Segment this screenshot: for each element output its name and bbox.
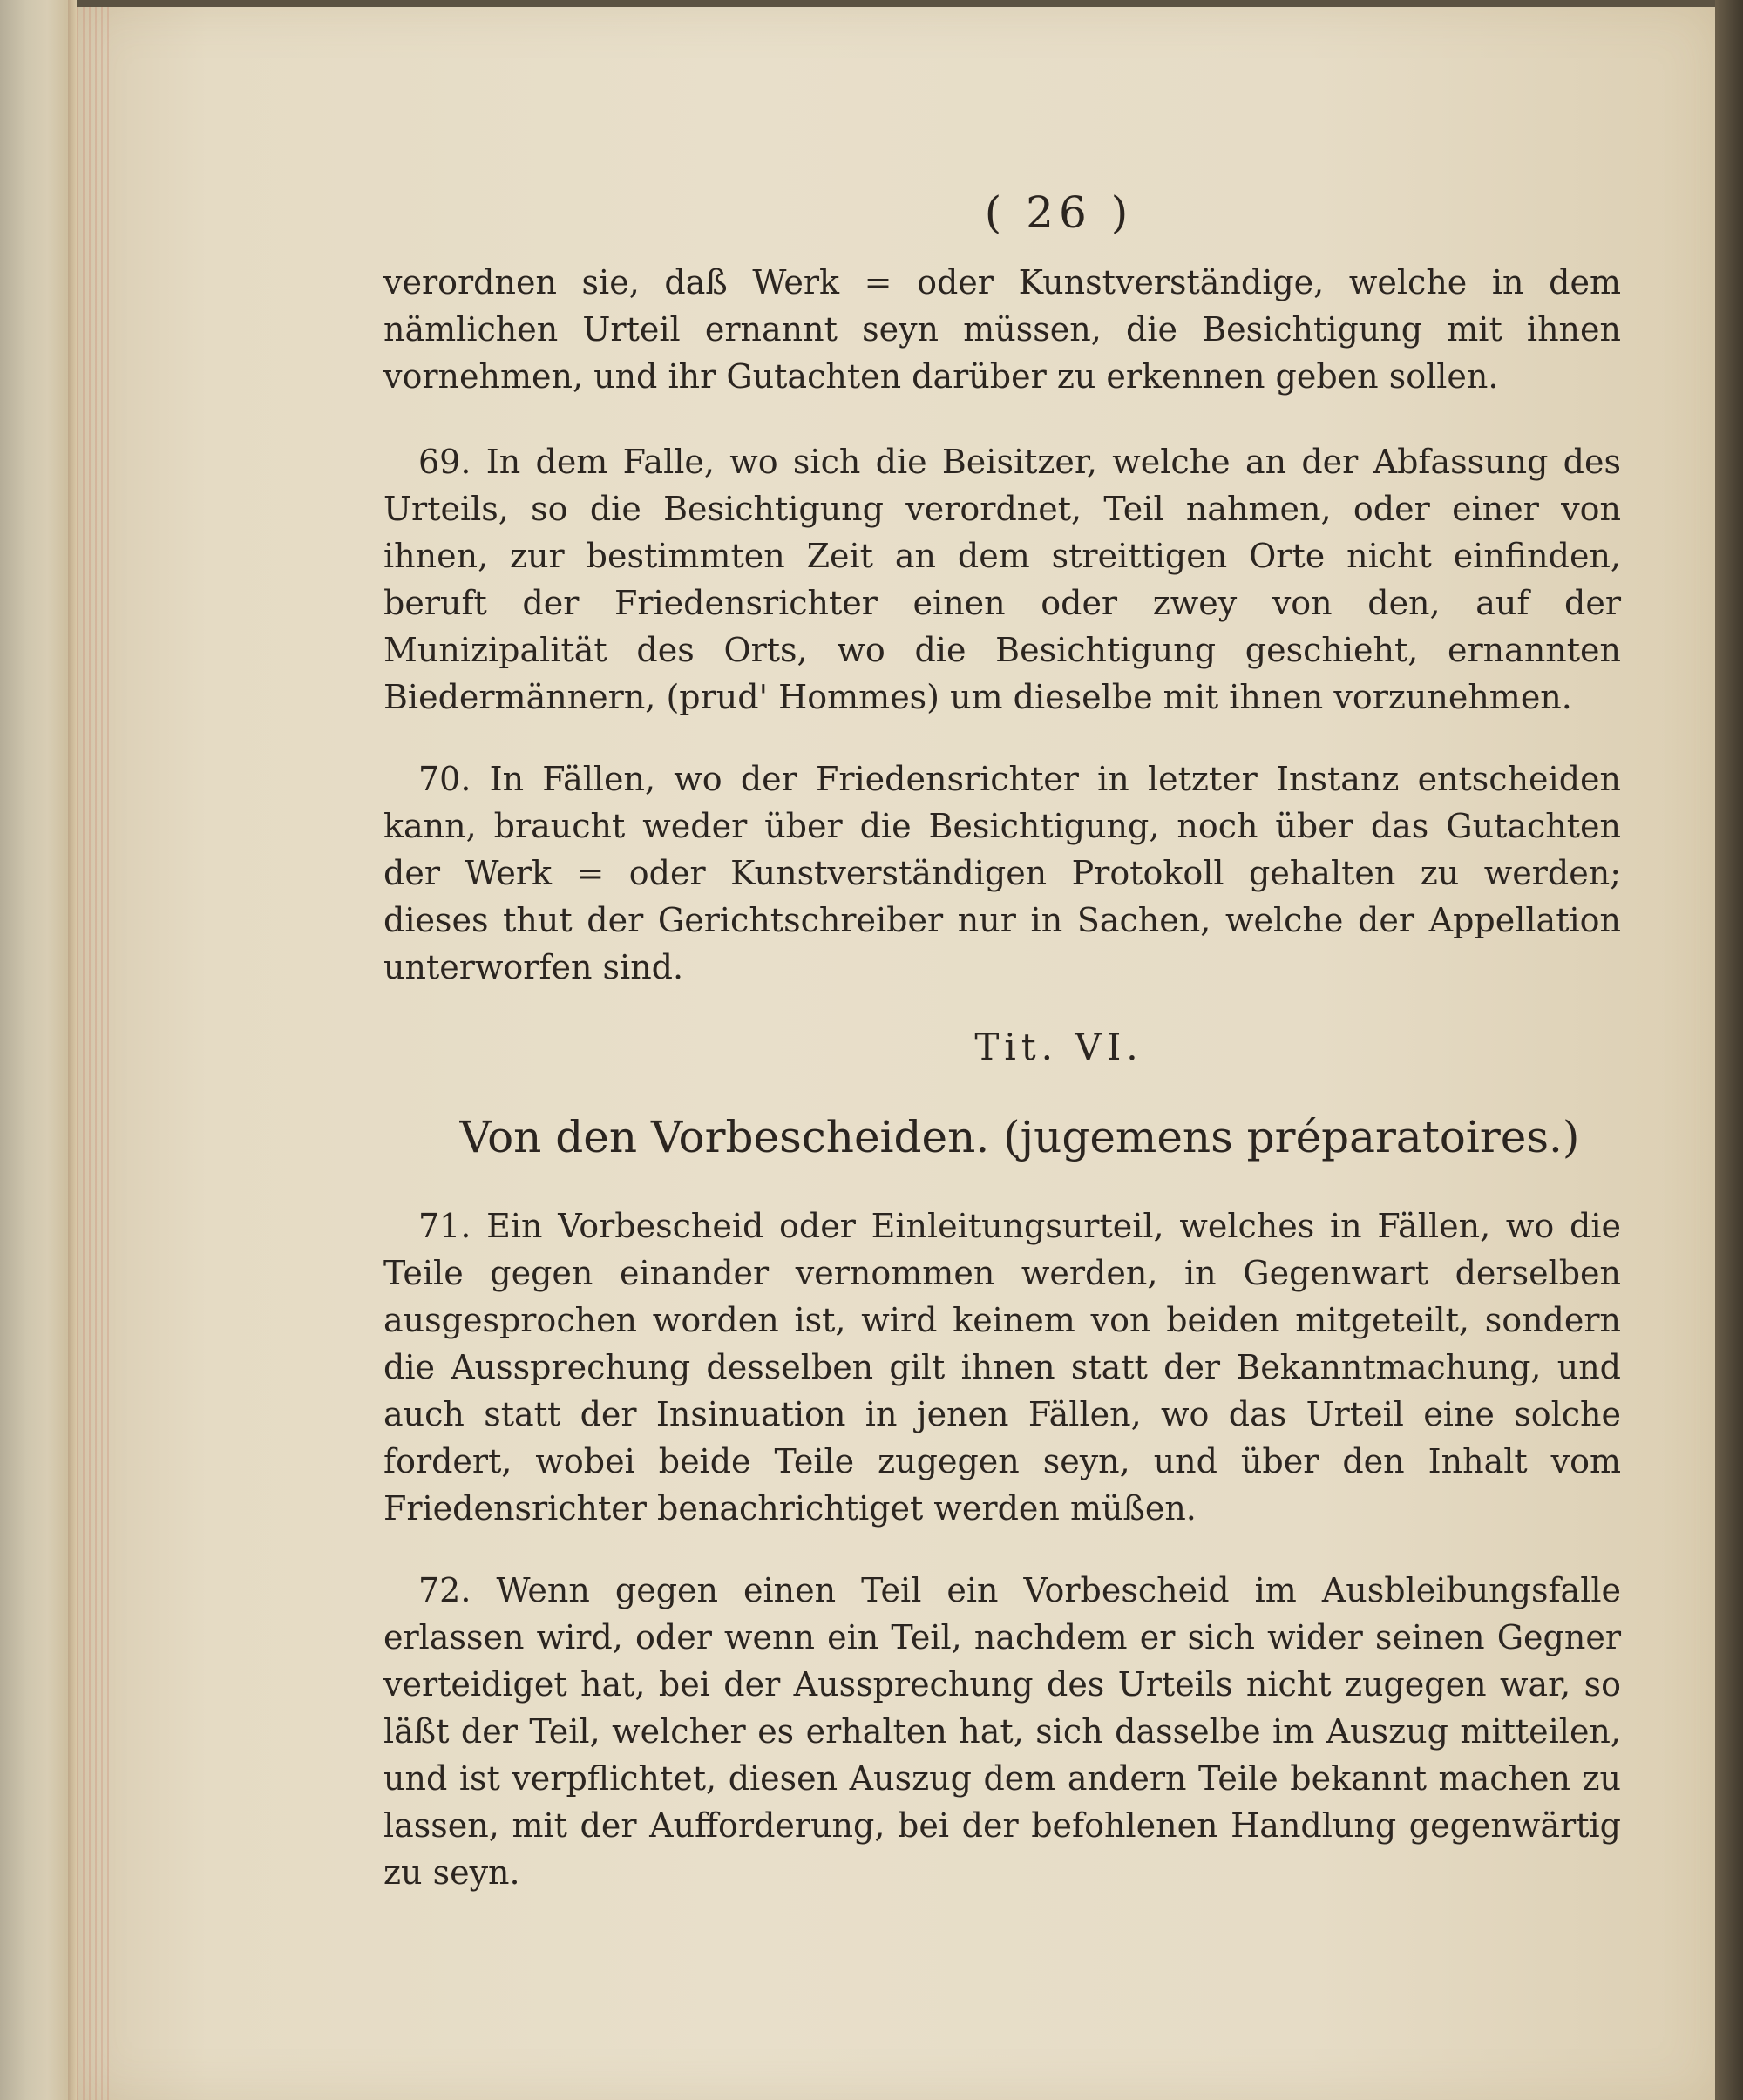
book-binding: [0, 0, 68, 2100]
top-shadow: [77, 0, 1715, 7]
paragraph-71: 71. Ein Vorbescheid oder Einleitungsurteil, welches in Fällen, wo die Teile gegen einander vernommen werden, in Gegenwart derselben ausgesprochen worden ist, wird keinem von beiden mitgeteilt, sondern die Aussprechung desselben gilt ihnen statt der Bekanntmachung, und auch statt der Insinuation in jenen Fällen, wo das Urteil eine solche fordert, wobei beide Teile zugegen seyn, und über den Inhalt vom Friedensrichter benachrichtiget werden müßen.: [383, 1207, 1621, 1528]
paragraph-continuation: verordnen sie, daß Werk = oder Kunstverständige, welche in dem nämlichen Urteil ernannt seyn müssen, die Besichtigung mit ihnen vornehmen, und ihr Gutachten darüber zu erkennen geben sollen.: [383, 263, 1621, 396]
page-stack-edge: [77, 7, 112, 2100]
paragraph-70: 70. In Fällen, wo der Friedensrichter in letzter Instanz entscheiden kann, braucht weder über die Besichtigung, noch über das Gutachten der Werk = oder Kunstverständigen Protokoll gehalten zu werden; dieses thut der Gerichtschreiber nur in Sachen, welche der Appellation unterworfen sind.: [383, 760, 1621, 986]
section-heading: Von den Vorbescheiden. (jugemens préparatoires.): [459, 1112, 1580, 1162]
paragraph-69: 69. In dem Falle, wo sich die Beisitzer, welche an der Abfassung des Urteils, so die Besichtigung verordnet, Teil nahmen, oder einer von ihnen, zur bestimmten Zeit an dem streittigen Orte nicht einfinden, beruft der Friedensrichter einen oder zwey von den, auf der Munizipalität des Orts, wo die Besichtigung geschieht, ernannten Biedermännern, (prud' Hommes) um dieselbe mit ihnen vorzunehmen.: [383, 443, 1621, 716]
page-text: [383, 187, 1621, 1931]
title-heading: Tit. VI.: [974, 1026, 1143, 1068]
page-number: ( 26 ): [984, 187, 1134, 238]
paragraph-72: 72. Wenn gegen einen Teil ein Vorbescheid im Ausbleibungsfalle erlassen wird, oder wenn ein Teil, nachdem er sich wider seinen Gegner verteidiget hat, bei der Aussprechung des Urteils nicht zugegen war, so läßt der Teil, welcher es erhalten hat, sich dasselbe im Auszug mitteilen, und ist verpflichtet, diesen Auszug dem andern Teile bekannt machen zu lassen, mit der Aufforderung, bei der befohlenen Handlung gegenwärtig zu seyn.: [383, 1571, 1621, 1892]
binding-edge: [68, 0, 77, 2100]
right-shadow: [1715, 0, 1743, 2100]
